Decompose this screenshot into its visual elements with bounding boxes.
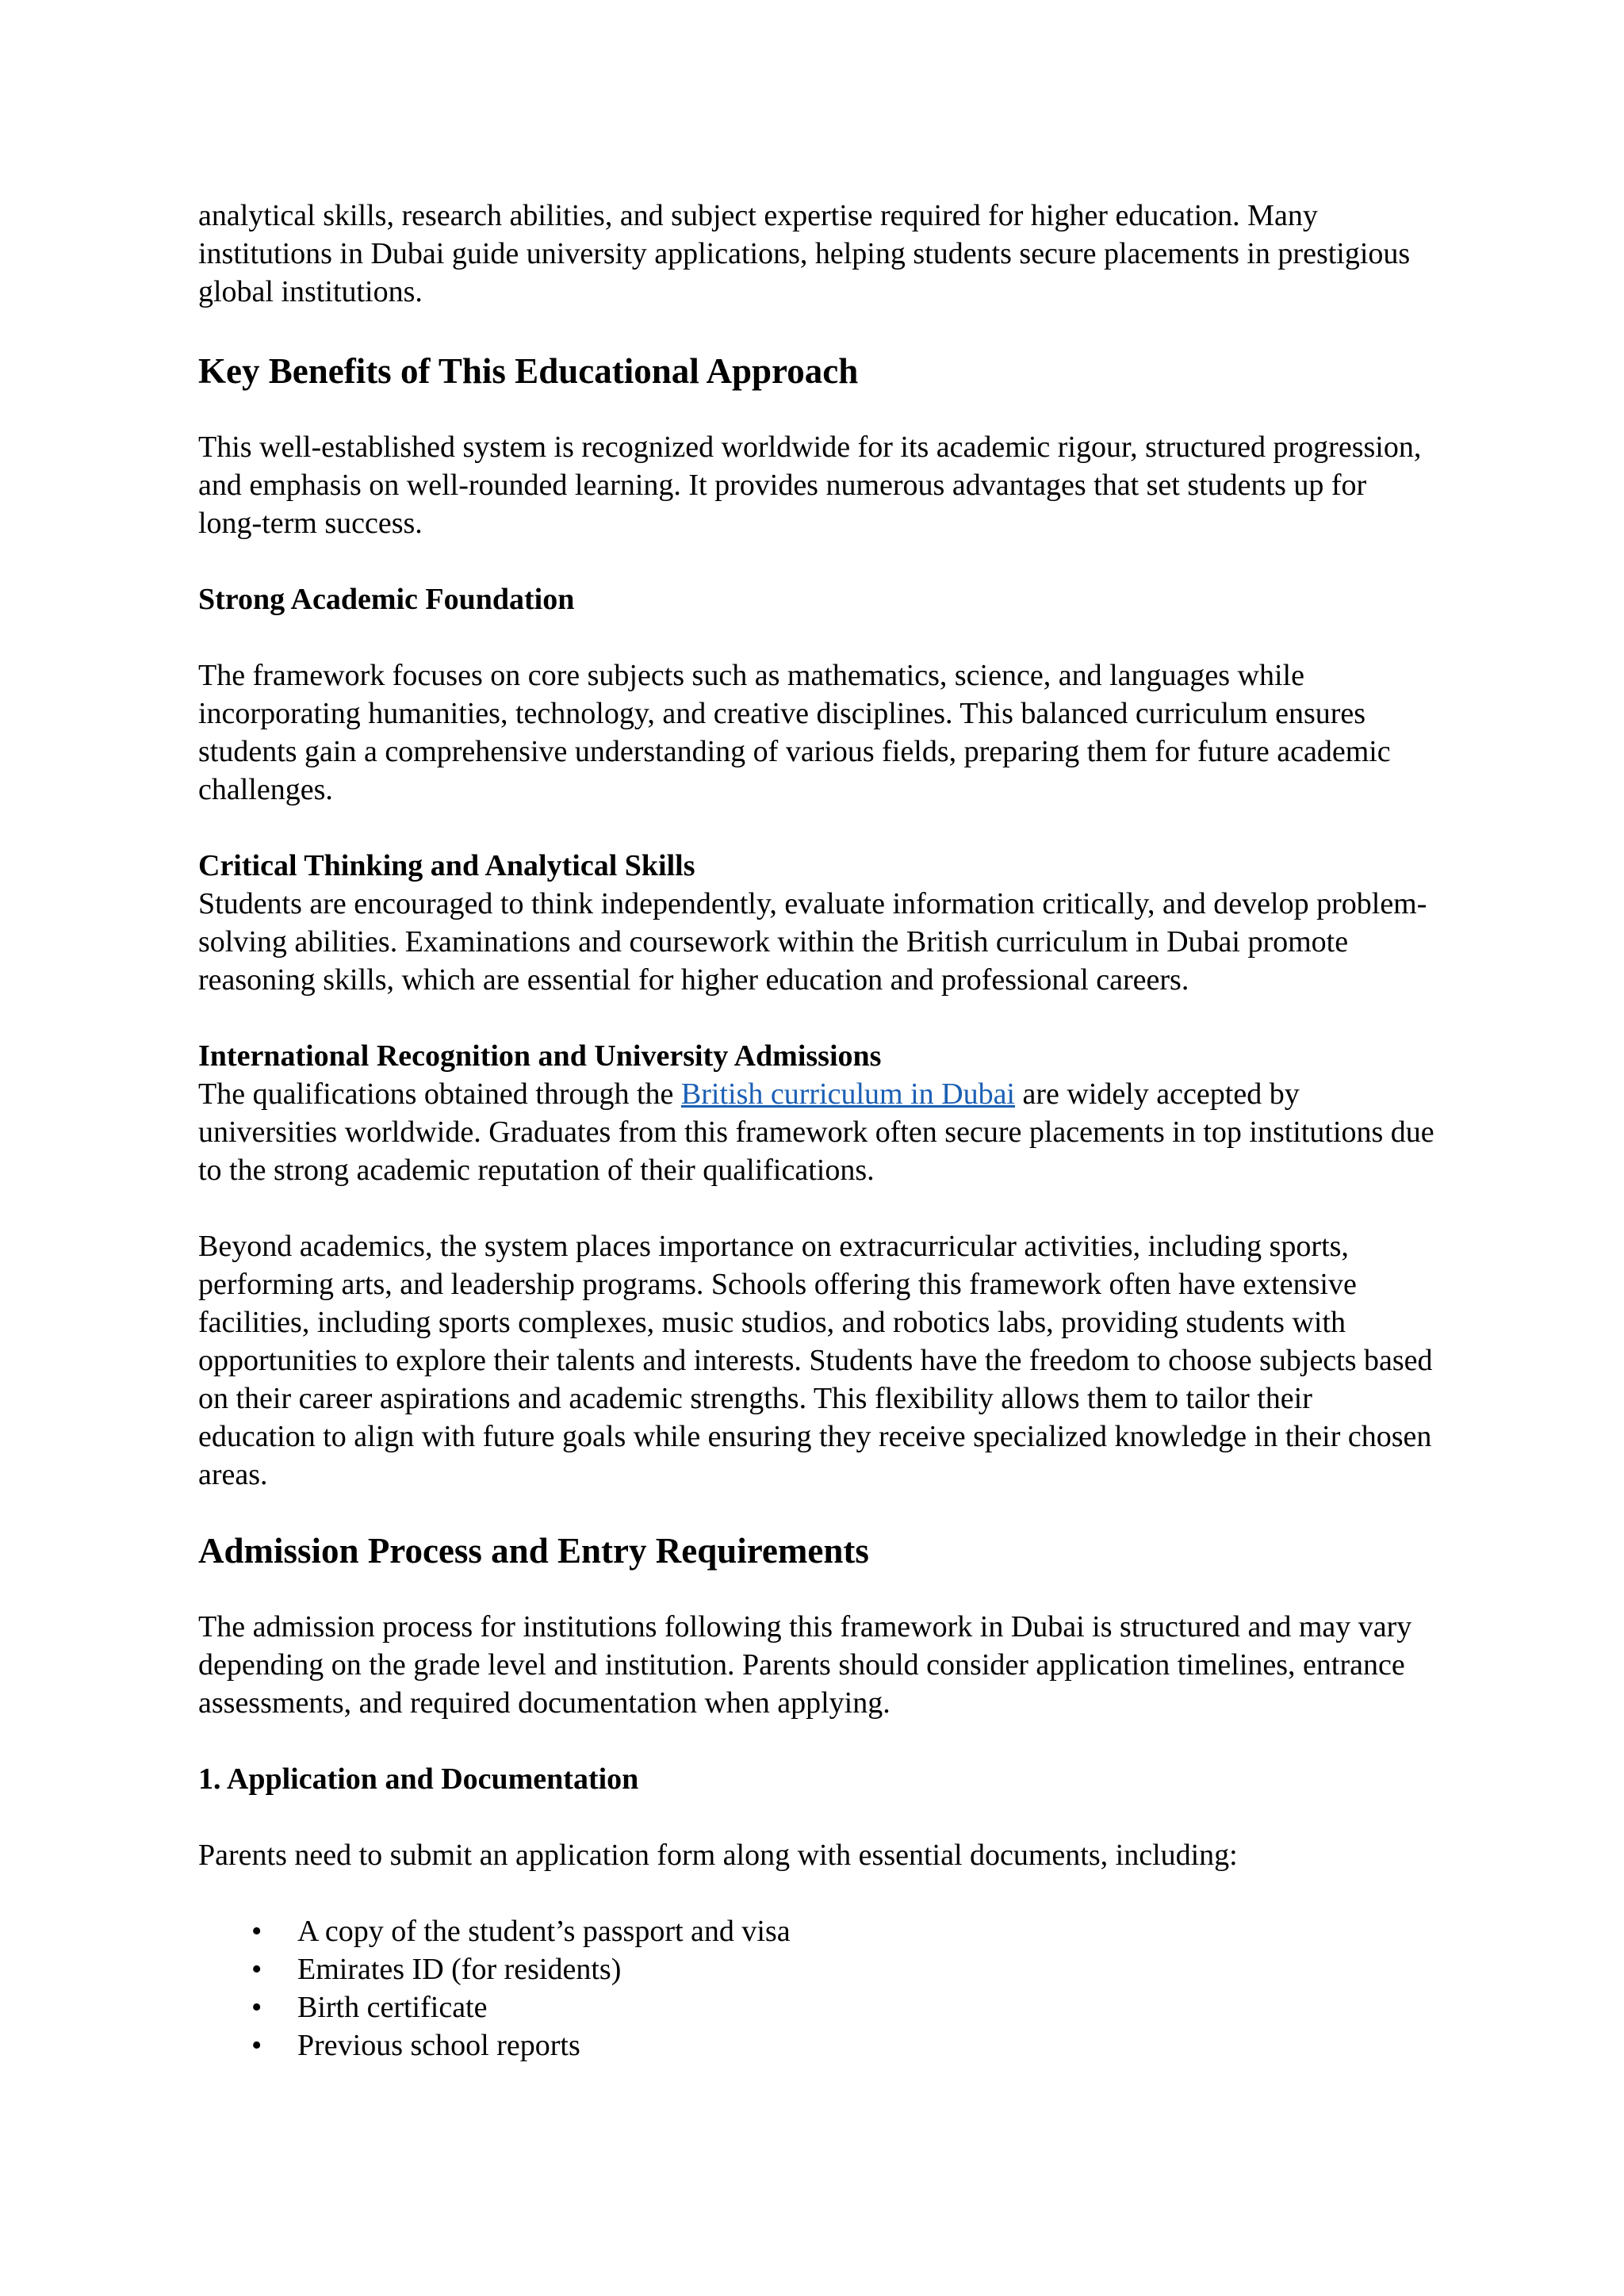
subheading-international-recognition: International Recognition and University Admissions: [198, 1039, 882, 1073]
benefits-intro-paragraph: This well-established system is recognized worldwide for its academic rigour, structured progression, and emphasis on well-rounded learning. It provides numerous advantages that set students up for long-term success.: [198, 430, 1422, 540]
bullet-icon: •: [251, 1915, 262, 1948]
list-item: • Emirates ID (for residents): [198, 1950, 1435, 1988]
admission-intro-paragraph: The admission process for institutions following this framework in Dubai is structured and may vary depending on the grade level and institution. Parents should consider application timelines, entrance assessments, and required documentation when applying.: [198, 1610, 1412, 1720]
subheading-critical-thinking: Critical Thinking and Analytical Skills: [198, 849, 695, 882]
british-curriculum-link[interactable]: British curriculum in Dubai: [680, 1077, 1015, 1111]
application-paragraph: Parents need to submit an application form along with essential documents, including:: [198, 1839, 1238, 1872]
list-item: • Birth certificate: [198, 1988, 1435, 2026]
critical-thinking-paragraph: Students are encouraged to think independently, evaluate information critically, and develop problem-solving abilities. Examinations and coursework within the British curriculum in Dubai promote reasoning skills, which are essential for higher education and professional careers.: [198, 887, 1427, 997]
recognition-text-before: The qualifications obtained through the: [198, 1077, 681, 1111]
bullet-icon: •: [251, 1953, 262, 1986]
documents-list: [198, 1912, 1435, 2064]
beyond-academics-paragraph: Beyond academics, the system places importance on extracurricular activities, including sports, performing arts, and leadership programs. Schools offering this framework often have extensive facilities, including sports complexes, music studios, and robotics labs, providing students with opportunities to explore their talents and interests. Students have the freedom to choose subjects based on their career aspirations and academic strengths. This flexibility allows them to tailor their education to align with future goals while ensuring they receive specialized knowledge in their chosen areas.: [198, 1230, 1433, 1491]
heading-admission-process: Admission Process and Entry Requirements: [198, 1531, 869, 1571]
list-item: • Previous school reports: [198, 2026, 1435, 2064]
bullet-icon: •: [251, 2029, 262, 2062]
heading-key-benefits: Key Benefits of This Educational Approach: [198, 351, 859, 391]
recognition-text-after: are widely accepted by universities worldwide. Graduates from this framework often secure placements in top institutions due to the strong academic reputation of their qualifications.: [198, 1077, 1434, 1187]
subheading-strong-foundation: Strong Academic Foundation: [198, 583, 575, 616]
intro-paragraph: analytical skills, research abilities, and subject expertise required for higher education. Many institutions in Dubai guide university applications, helping students secure placements in prestigious global institutions.: [198, 199, 1411, 308]
foundation-paragraph: The framework focuses on core subjects such as mathematics, science, and languages while incorporating humanities, technology, and creative disciplines. This balanced curriculum ensures students gain a comprehensive understanding of various fields, preparing them for future academic challenges.: [198, 659, 1391, 806]
document-page: [198, 197, 1435, 2064]
subheading-application-documentation: 1. Application and Documentation: [198, 1762, 639, 1796]
list-item: • A copy of the student’s passport and visa: [198, 1912, 1435, 1950]
recognition-paragraph: [198, 1075, 1435, 1189]
bullet-icon: •: [251, 1991, 262, 2024]
